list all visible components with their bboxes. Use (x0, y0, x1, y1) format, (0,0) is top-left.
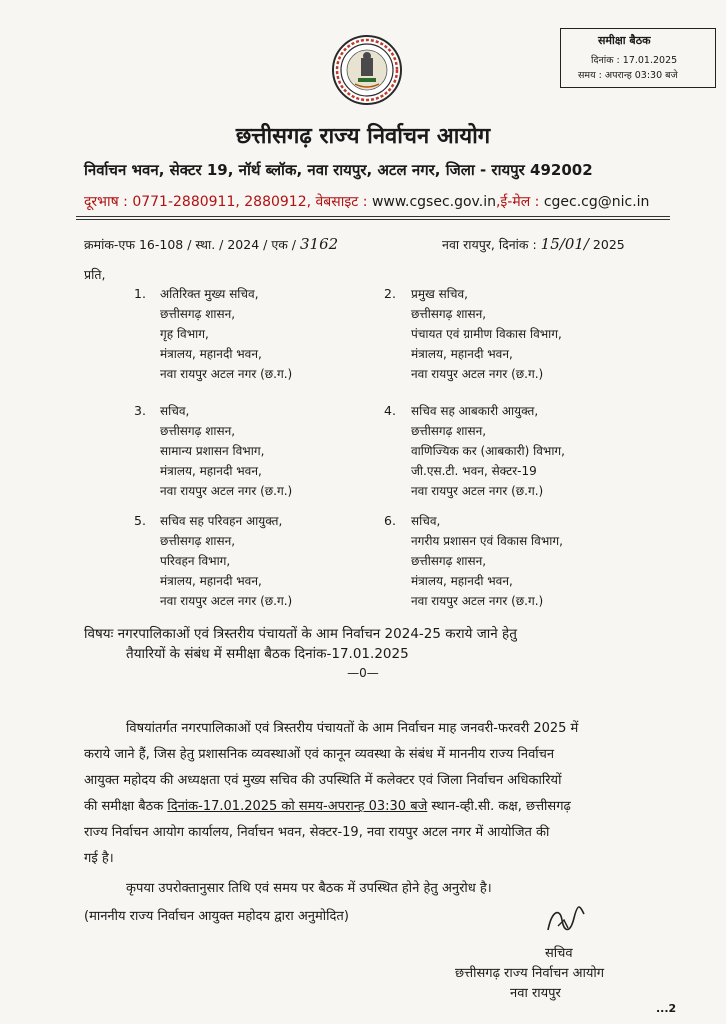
recipient-line: छत्तीसगढ़ शासन, (160, 424, 236, 438)
recipient-number: 5. (134, 513, 146, 528)
body-line-3: आयुक्त महोदय की अध्यक्षता एवं मुख्य सचिव की उपस्थिति में कलेक्टर एवं जिला निर्वाचन अधिकारियों (84, 773, 562, 788)
subject-line-1: विषयः नगरपालिकाओं एवं त्रिस्तरीय पंचायतों के आम निर्वाचन 2024-25 कराये जाने हेतु (84, 626, 517, 642)
header-divider (76, 216, 670, 217)
recipient-line: छत्तीसगढ़ शासन, (411, 554, 487, 568)
salutation-prati: प्रति, (84, 267, 106, 282)
signature-scribble-icon (540, 900, 590, 940)
recipient-number: 1. (134, 286, 146, 301)
website-link[interactable]: www.cgsec.gov.in (371, 194, 496, 210)
org-title: छत्तीसगढ़ राज्य निर्वाचन आयोग (235, 124, 491, 149)
meeting-box-title: समीक्षा बैठक (598, 34, 651, 47)
body-line-2: कराये जाने हैं, जिस हेतु प्रशासनिक व्यवस्थाओं एवं कानून व्यवस्था के संबंध में माननीय राज्य निर्वाचन (84, 747, 555, 762)
meeting-datetime-underlined: दिनांक-17.01.2025 को समय-अपरान्ह 03:30 बजे (167, 799, 428, 814)
recipient-line: मंत्रालय, महानदी भवन, (411, 347, 513, 361)
recipient-number: 2. (384, 286, 396, 301)
subject-ornament: —0— (347, 666, 379, 680)
recipient-number: 3. (134, 403, 146, 418)
date-year: 2025 (588, 237, 625, 252)
body-line-1: विषयांतर्गत नगरपालिकाओं एवं त्रिस्तरीय पंचायतों के आम निर्वाचन माह जनवरी-फरवरी 2025 में (126, 721, 579, 736)
body-line-4-suffix: स्थान-व्ही.सी. कक्ष, छत्तीसगढ़ (427, 799, 571, 814)
recipient-line: नवा रायपुर अटल नगर (छ.ग.) (411, 367, 544, 381)
recipient-line: मंत्रालय, महानदी भवन, (160, 347, 262, 361)
recipient-line: सचिव, (411, 514, 441, 528)
request-line: कृपया उपरोक्तानुसार तिथि एवं समय पर बैठक में उपस्थित होने हेतु अनुरोध है। (126, 881, 492, 896)
recipient-line: नवा रायपुर अटल नगर (छ.ग.) (411, 484, 544, 498)
recipient-line: अतिरिक्त मुख्य सचिव, (160, 287, 259, 301)
recipient-number: 6. (384, 513, 396, 528)
place-date (442, 235, 625, 253)
recipient-line: नवा रायपुर अटल नगर (छ.ग.) (160, 367, 293, 381)
signatory-title: सचिव (545, 946, 573, 961)
handwritten-date: 15/01/ (540, 235, 589, 253)
recipient-line: सचिव, (160, 404, 190, 418)
body-line-4 (84, 796, 571, 814)
reference-prefix: क्रमांक-एफ 16-108 / स्था. / 2024 / एक / (84, 237, 300, 252)
body-line-6: गई है। (84, 851, 114, 866)
recipient-line: नवा रायपुर अटल नगर (छ.ग.) (160, 594, 293, 608)
recipient-line: मंत्रालय, महानदी भवन, (160, 464, 262, 478)
recipient-line: जी.एस.टी. भवन, सेक्टर-19 (411, 464, 537, 478)
signatory-org: छत्तीसगढ़ राज्य निर्वाचन आयोग (455, 966, 605, 981)
recipient-line: परिवहन विभाग, (160, 554, 231, 568)
recipient-number: 4. (384, 403, 396, 418)
org-contact-line (84, 192, 649, 211)
recipient-line: नवा रायपुर अटल नगर (छ.ग.) (411, 594, 544, 608)
recipient-line: नवा रायपुर अटल नगर (छ.ग.) (160, 484, 293, 498)
email-label: ,ई-मेल : (495, 194, 544, 210)
meeting-box-date: दिनांक : 17.01.2025 (591, 55, 678, 66)
body-line-5: राज्य निर्वाचन आयोग कार्यालय, निर्वाचन भवन, सेक्टर-19, नवा रायपुर अटल नगर में आयोजित की (84, 825, 550, 840)
signatory-city: नवा रायपुर (510, 986, 561, 1001)
recipient-line: छत्तीसगढ़ शासन, (411, 307, 487, 321)
recipient-line: प्रमुख सचिव, (411, 287, 468, 301)
recipient-line: मंत्रालय, महानदी भवन, (160, 574, 262, 588)
recipient-line: सामान्य प्रशासन विभाग, (160, 444, 265, 458)
recipient-line: पंचायत एवं ग्रामीण विकास विभाग, (411, 327, 562, 341)
subject-line-2: तैयारियों के संबंध में समीक्षा बैठक दिनांक-17.01.2025 (126, 646, 409, 662)
email-link[interactable]: cgec.cg@nic.in (543, 194, 650, 210)
place-prefix: नवा रायपुर, दिनांक : (442, 237, 541, 252)
next-page-marker: ...2 (656, 1002, 677, 1015)
approval-line: (माननीय राज्य निर्वाचन आयुक्त महोदय द्वारा अनुमोदित) (84, 909, 349, 924)
reference-handwritten-number: 3162 (300, 235, 339, 253)
org-address: निर्वाचन भवन, सेक्टर 19, नॉर्थ ब्लॉक, नवा रायपुर, अटल नगर, जिला - रायपुर 492002 (84, 161, 593, 179)
recipient-line: छत्तीसगढ़ शासन, (160, 534, 236, 548)
meeting-box-time: समय : अपरान्ह 03:30 बजे (578, 70, 678, 81)
header-divider-2 (76, 219, 670, 220)
recipient-line: सचिव सह आबकारी आयुक्त, (411, 404, 539, 418)
body-line-4-prefix: की समीक्षा बैठक (84, 799, 168, 814)
recipient-line: छत्तीसगढ़ शासन, (160, 307, 236, 321)
election-commission-seal-icon (331, 34, 403, 106)
recipient-line: वाणिज्यिक कर (आबकारी) विभाग, (411, 444, 565, 458)
recipient-line: गृह विभाग, (160, 327, 209, 341)
recipient-line: छत्तीसगढ़ शासन, (411, 424, 487, 438)
phone-label: दूरभाष : 0771-2880911, 2880912, वेबसाइट : (84, 194, 372, 210)
recipient-line: नगरीय प्रशासन एवं विकास विभाग, (411, 534, 563, 548)
recipient-line: मंत्रालय, महानदी भवन, (411, 574, 513, 588)
recipient-line: सचिव सह परिवहन आयुक्त, (160, 514, 283, 528)
reference-number (84, 235, 338, 253)
